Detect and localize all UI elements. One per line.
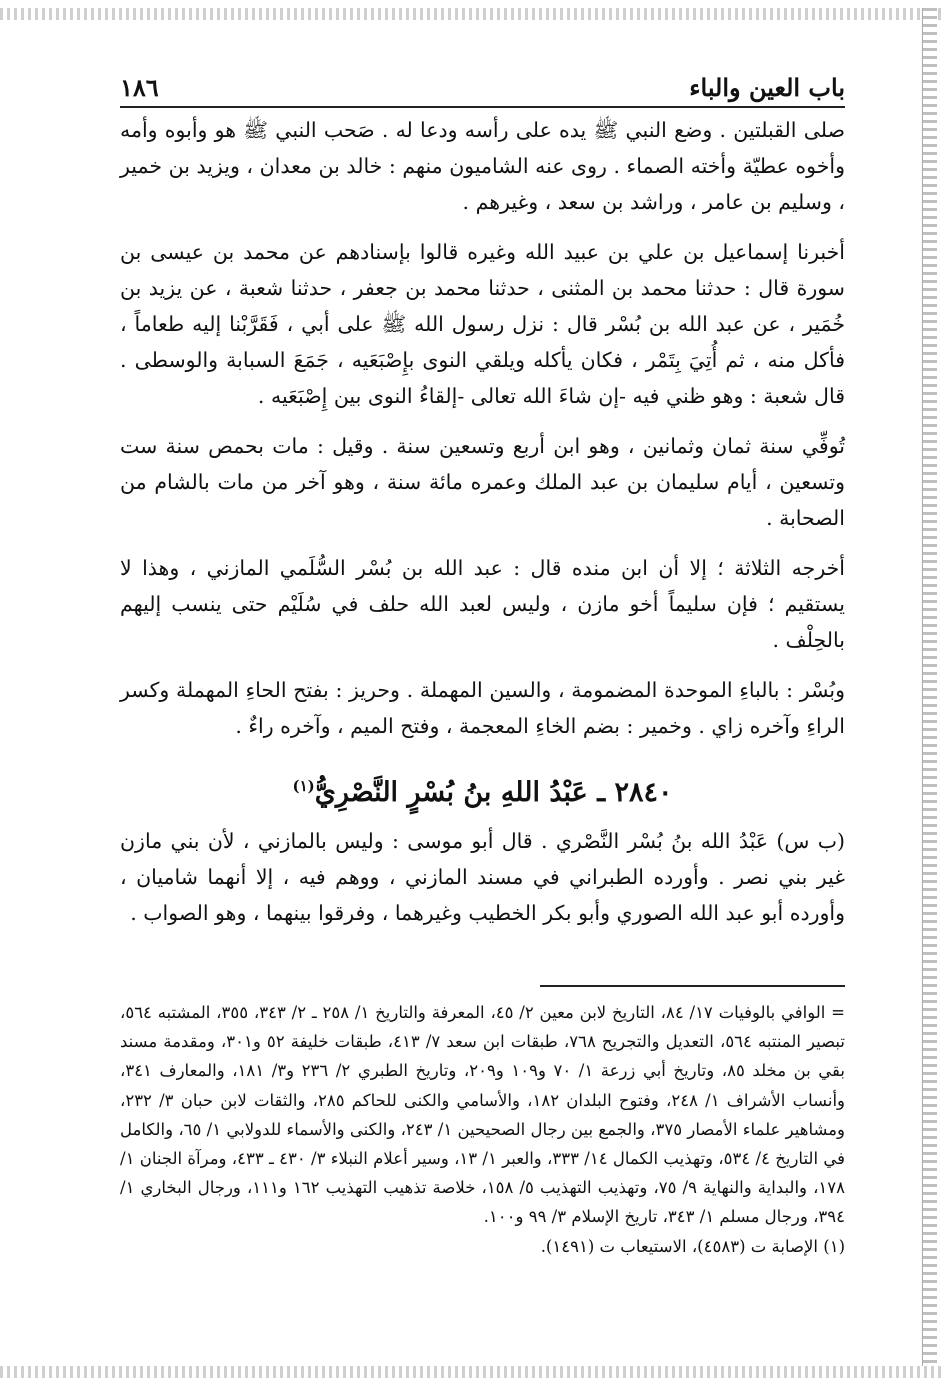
footnote-divider — [540, 985, 845, 987]
page-header — [120, 72, 845, 108]
entry-text: (ب س) عَبْدُ الله بنُ بُسْر النَّصْري . قال أبو موسى : وليس بالمازني ، لأن بني مازن غير بني نصر . وأورده الطبراني في مسند المازني ، ووهم فيه ، إلا أنهما شاميان ، وأورده أبو عبد الله الصوري وأبو بكر الخطيب وغيرهما ، وفرقوا بينهما ، وهو الصواب . — [120, 829, 845, 925]
paragraph: وبُسْر : بالباءِ الموحدة المضمومة ، والسين المهملة . وحريز : بفتح الحاءِ المهملة وكسر الراءِ وآخره زاي . وخمير : بضم الخاءِ المعجمة ، وفتح الميم ، وآخره راءٌ . — [120, 678, 845, 738]
main-text — [120, 112, 845, 945]
footnotes — [120, 998, 845, 1261]
running-title: باب العين والباء — [689, 73, 845, 102]
paragraph: تُوفِّي سنة ثمان وثمانين ، وهو ابن أربع وتسعين سنة . وقيل : مات بحمص سنة ست وتسعين ، أيام سليمان بن عبد الملك وعمره مائة سنة ، وهو آخر من مات بالشام من الصحابة . — [120, 434, 845, 530]
footnote: = الوافي بالوفيات ١٧/ ٨٤، التاريخ لابن معين ٢/ ٤٥، المعرفة والتاريخ ١/ ٢٥٨ ـ ٢/ ٣٤٣، ٣٥٥، المشتبه ٥٦٤، تبصير المنتبه ٥٦٤، التعديل والتجريح ٧٦٨، طبقات ابن سعد ٧/ ٤١٣، طبقات خليفة ٥٢ و٣٠١، ومقدمة مسند بقي بن مخلد ٨٥، وتاريخ أبي زرعة ١/ ٧٠ و١٠٩ و٢٠٩، وتاريخ الطبري ٢/ ٢٣٦ و٣/ ١٨١، والمعارف ٣٤١، وأنساب الأشراف ١/ ٢٤٨، وفتوح البلدان ١٨٢، والأسامي والكنى للحاكم ٢٨٥، والثقات لابن حبان ٣/ ٢٣٢، ومشاهير علماء الأمصار ٣٧٥، والجمع بين رجال الصحيحين ١/ ٢٤٣، والكنى والأسماء للدولابي ١/ ٦٥، والكامل في التاريخ ٤/ ٥٣٤، وتهذيب الكمال ١٤/ ٣٣٣، والعبر ١/ ١٣، وسير أعلام النبلاء ٣/ ٤٣٠ ـ ٤٣٣، ومرآة الجنان ١/ ١٧٨، والبداية والنهاية ٩/ ٧٥، وتهذيب التهذيب ٥/ ١٥٨، خلاصة تذهيب التهذيب ١٦٢ و١١١، ورجال البخاري ١/ ٣٩٤، ورجال مسلم ١/ ٣٤٣، تاريخ الإسلام ٣/ ٩٩ و١٠٠. — [120, 1003, 846, 1227]
entry-title — [120, 766, 845, 813]
page-number: ١٨٦ — [120, 73, 159, 102]
entry-title-text: ٢٨٤٠ ـ عَبْدُ اللهِ بنُ بُسْرٍ النَّصْرِيُّ — [314, 777, 673, 808]
decorative-border-top — [0, 8, 945, 20]
paragraph: أخرجه الثلاثة ؛ إلا أن ابن منده قال : عبد الله بن بُسْر السُّلَمي المازني ، وهذا لا يستقيم ؛ فإن سليماً أخو مازن ، وليس لعبد الله حلف في سُلَيْم حتى ينسب إليهم بالحِلْف . — [120, 556, 845, 652]
decorative-border-right — [922, 8, 937, 1378]
paragraph: أخبرنا إسماعيل بن علي بن عبيد الله وغيره قالوا بإسنادهم عن محمد بن عيسى بن سورة قال : حدثنا محمد بن المثنى ، حدثنا محمد بن جعفر ، حدثنا شعبة ، عن يزيد بن خُمَير ، عن عبد الله بن بُسْر قال : نزل رسول الله ﷺ على أبي ، فَقَرَّبْنا إليه طعاماً ، فأكل منه ، ثم أُتِيَ بِتَمْر ، فكان يأكله ويلقي النوى بإِصْبَعَيه ، جَمَعَ السبابة والوسطى . قال شعبة : وهو ظني فيه -إن شاءَ الله تعالى -إلقاءُ النوى بين إِصْبَعَيه . — [120, 240, 845, 408]
footnote-ref: (١) — [292, 777, 315, 795]
decorative-border-bottom — [0, 1366, 945, 1378]
paragraph: صلى القبلتين . وضع النبي ﷺ يده على رأسه ودعا له . صَحب النبي ﷺ هو وأبوه وأمه وأخوه عطيّة وأخته الصماء . روى عنه الشاميون منهم : خالد بن معدان ، ويزيد بن خمير ، وسليم بن عامر ، وراشد بن سعد ، وغيرهم . — [120, 118, 845, 214]
footnote: (١) الإصابة ت (٤٥٨٣)، الاستيعاب ت (١٤٩١). — [540, 1236, 845, 1256]
